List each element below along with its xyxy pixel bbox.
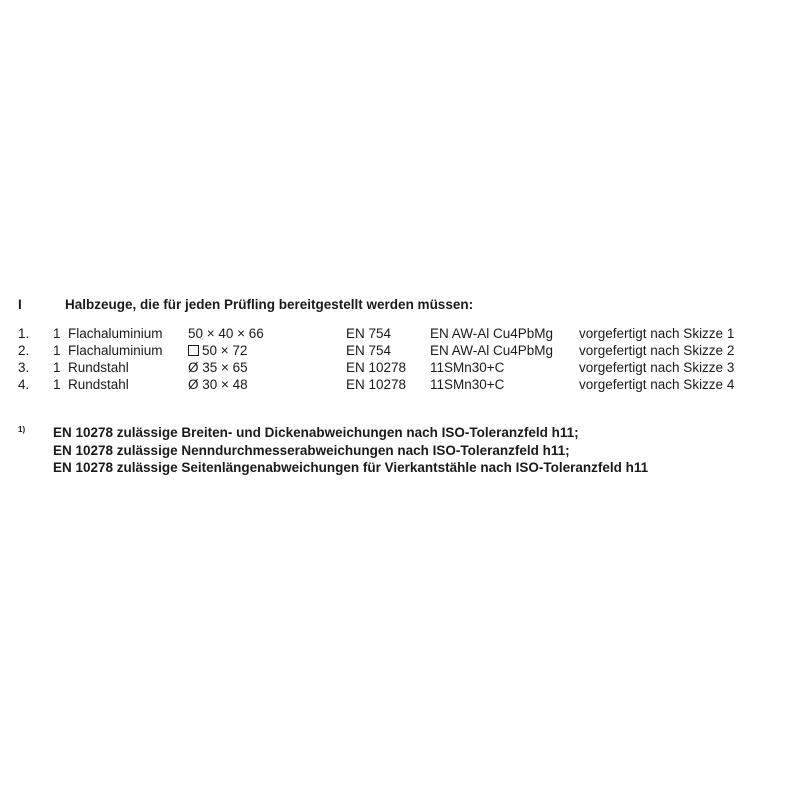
item-name: Rundstahl [68, 377, 129, 392]
item-norm: EN 10278 [346, 377, 407, 392]
item-quantity: 1 [53, 343, 61, 358]
item-dimensions: Ø 35 × 65 [188, 360, 248, 375]
footnote-line: EN 10278 zulässige Seitenlängenabweichungen für Vierkantstähle nach ISO-Toleranzfeld h11 [53, 460, 649, 475]
list-item [18, 342, 788, 359]
item-norm: EN 10278 [346, 360, 407, 375]
item-note: vorgefertigt nach Skizze 4 [579, 377, 735, 392]
item-material: 11SMn30+C [430, 377, 505, 392]
item-dimensions: Ø 30 × 48 [188, 377, 248, 392]
item-material: EN AW-Al Cu4PbMg [430, 343, 554, 358]
item-quantity: 1 [53, 360, 61, 375]
item-dimensions: 50 × 40 × 66 [188, 326, 264, 341]
item-note: vorgefertigt nach Skizze 2 [579, 343, 735, 358]
item-note: vorgefertigt nach Skizze 3 [579, 360, 735, 375]
item-dimensions: 50 × 72 [202, 343, 248, 358]
square-section-icon [188, 345, 199, 356]
footnote-marker: 1) [18, 425, 26, 434]
list-item [18, 359, 788, 376]
item-number: 3. [18, 360, 30, 375]
item-number: 2. [18, 343, 30, 358]
item-norm: EN 754 [346, 326, 392, 341]
item-dimensions-wrap [188, 342, 247, 359]
item-note: vorgefertigt nach Skizze 1 [579, 326, 735, 341]
item-name: Flachaluminium [68, 343, 163, 358]
item-quantity: 1 [53, 377, 61, 392]
footnote-lines [53, 424, 648, 477]
item-name: Flachaluminium [68, 326, 163, 341]
item-number: 1. [18, 326, 30, 341]
list-item [18, 376, 788, 393]
item-norm: EN 754 [346, 343, 392, 358]
item-material: EN AW-Al Cu4PbMg [430, 326, 554, 341]
item-number: 4. [18, 377, 30, 392]
item-name: Rundstahl [68, 360, 129, 375]
footnote-line: EN 10278 zulässige Nenndurchmesserabweichungen nach ISO-Toleranzfeld h11; [53, 442, 570, 458]
item-quantity: 1 [53, 326, 61, 341]
list-item [18, 325, 788, 342]
material-list [18, 325, 788, 393]
footnote-line: EN 10278 zulässige Breiten- und Dickenabweichungen nach ISO-Toleranzfeld h11; [53, 425, 579, 440]
section-heading: Halbzeuge, die für jeden Prüfling bereitgestellt werden müssen: [65, 297, 474, 312]
item-material: 11SMn30+C [430, 360, 505, 375]
section-number: I [18, 297, 22, 312]
